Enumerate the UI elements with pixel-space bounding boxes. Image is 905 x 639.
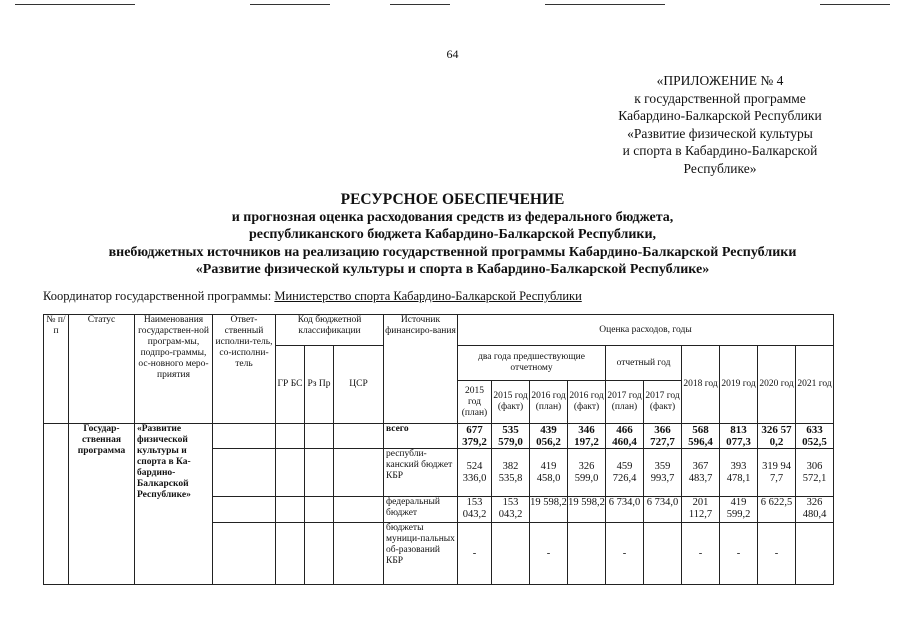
- federal-budget-value: 419 599,2: [720, 497, 758, 523]
- document-heading: [0, 191, 905, 279]
- municipal-budget-value: -: [458, 523, 492, 585]
- heading-line: и прогнозная оценка расходования средств из федерального бюджета,: [231, 209, 674, 225]
- total-value: 633 052,5: [796, 424, 834, 449]
- scan-artifact-line: [250, 4, 330, 5]
- header-year: 2015 год (факт): [492, 381, 530, 424]
- resource-table: [43, 314, 834, 585]
- municipal-budget-value: -: [606, 523, 644, 585]
- responsible-cell: [213, 523, 276, 585]
- federal-budget-value: 6 734,0: [606, 497, 644, 523]
- republic-budget-value: 319 94 7,7: [758, 449, 796, 497]
- federal-budget-value: 19 598,2: [530, 497, 568, 523]
- federal-budget-value: 6 622,5: [758, 497, 796, 523]
- header-year: 2021 год: [796, 346, 834, 424]
- municipal-budget-value: [492, 523, 530, 585]
- source-total: всего: [384, 424, 458, 449]
- grbs-cell: [276, 449, 305, 497]
- appendix-line: «ПРИЛОЖЕНИЕ № 4: [656, 73, 784, 88]
- csr-cell: [334, 497, 384, 523]
- appendix-line: Республике»: [683, 160, 757, 176]
- page-number: 64: [446, 47, 459, 61]
- header-status: Статус: [69, 315, 135, 424]
- header-year: 2015 год (план): [458, 381, 492, 424]
- csr-cell: [334, 424, 384, 449]
- header-responsible: Ответ-ственный исполни-тель, со-исполни-тель: [213, 315, 276, 424]
- responsible-cell: [213, 424, 276, 449]
- municipal-budget-value: -: [720, 523, 758, 585]
- municipal-budget-value: -: [682, 523, 720, 585]
- republic-budget-value: 306 572,1: [796, 449, 834, 497]
- header-grbs: ГР БС: [276, 346, 305, 424]
- header-reporting-year: отчетный год: [606, 346, 682, 381]
- header-year: 2020 год: [758, 346, 796, 424]
- total-value: 346 197,2: [568, 424, 606, 449]
- rzpr-cell: [305, 497, 334, 523]
- municipal-budget-value: [568, 523, 606, 585]
- federal-budget-value: 201 112,7: [682, 497, 720, 523]
- coordinator-value: Министерство спорта Кабардино-Балкарской Республики: [274, 289, 582, 303]
- rzpr-cell: [305, 523, 334, 585]
- total-value: 326 57 0,2: [758, 424, 796, 449]
- header-year: 2018 год: [682, 346, 720, 424]
- appendix-line: и спорта в Кабардино-Балкарской: [622, 143, 818, 158]
- republic-budget-value: 419 458,0: [530, 449, 568, 497]
- header-estimate: Оценка расходов, годы: [458, 315, 834, 346]
- heading-line: «Развитие физической культуры и спорта в Кабардино-Балкарской Республике»: [195, 262, 710, 277]
- program-name: «Развитие физической культуры и спорта в Ка-бардино-Балкарской Республике»: [135, 424, 213, 585]
- source-republic-budget: республи-канский бюджет КБР: [384, 449, 458, 497]
- coordinator-line: [43, 289, 582, 304]
- republic-budget-value: 524 336,0: [458, 449, 492, 497]
- municipal-budget-value: [796, 523, 834, 585]
- grbs-cell: [276, 497, 305, 523]
- header-year: 2016 год (факт): [568, 381, 606, 424]
- total-value: 813 077,3: [720, 424, 758, 449]
- header-year: 2017 год (план): [606, 381, 644, 424]
- responsible-cell: [213, 497, 276, 523]
- federal-budget-value: 6 734,0: [644, 497, 682, 523]
- program-status: Государ-ственная программа: [69, 424, 135, 585]
- federal-budget-value: 326 480,4: [796, 497, 834, 523]
- header-csr: ЦСР: [334, 346, 384, 424]
- scan-artifact-line: [390, 4, 450, 5]
- heading-line: республиканского бюджета Кабардино-Балкарской Республики,: [248, 227, 657, 242]
- republic-budget-value: 359 993,7: [644, 449, 682, 497]
- republic-budget-value: 382 535,8: [492, 449, 530, 497]
- appendix-line: Кабардино-Балкарской Республики: [618, 108, 822, 123]
- municipal-budget-value: -: [530, 523, 568, 585]
- document-title: РЕСУРСНОЕ ОБЕСПЕЧЕНИЕ: [340, 191, 565, 208]
- header-num: № п/ п: [44, 315, 69, 424]
- source-federal-budget: федеральный бюджет: [384, 497, 458, 523]
- rzpr-cell: [305, 449, 334, 497]
- header-two-years-prior: два года предшествующие отчетному: [458, 346, 606, 381]
- appendix-block: [560, 72, 880, 177]
- municipal-budget-value: -: [758, 523, 796, 585]
- total-value: 568 596,4: [682, 424, 720, 449]
- header-year: 2017 год (факт): [644, 381, 682, 424]
- coordinator-label: Координатор государственной программы:: [43, 289, 272, 303]
- header-budget-code: Код бюджетной классификации: [276, 315, 384, 346]
- header-year: 2016 год (план): [530, 381, 568, 424]
- republic-budget-value: 326 599,0: [568, 449, 606, 497]
- header-year: 2019 год: [720, 346, 758, 424]
- appendix-line: к государственной программе: [634, 90, 806, 106]
- appendix-line: «Развитие физической культуры: [627, 125, 813, 141]
- total-value: 535 579,0: [492, 424, 530, 449]
- responsible-cell: [213, 449, 276, 497]
- federal-budget-value: 153 043,2: [458, 497, 492, 523]
- scan-artifact-line: [15, 4, 135, 5]
- rzpr-cell: [305, 424, 334, 449]
- total-value: 677 379,2: [458, 424, 492, 449]
- csr-cell: [334, 523, 384, 585]
- scan-artifact-line: [545, 4, 665, 5]
- republic-budget-value: 393 478,1: [720, 449, 758, 497]
- source-municipal-budgets: бюджеты муници-пальных об-разований КБР: [384, 523, 458, 585]
- grbs-cell: [276, 424, 305, 449]
- federal-budget-value: 19 598,2: [568, 497, 606, 523]
- header-rzpr: Рз Пр: [305, 346, 334, 424]
- csr-cell: [334, 449, 384, 497]
- header-name: Наименования государствен-ной програм-мы, подпро-граммы, ос-новного меро-приятия: [135, 315, 213, 424]
- federal-budget-value: 153 043,2: [492, 497, 530, 523]
- row-num-cell: [44, 424, 69, 585]
- total-value: 366 727,7: [644, 424, 682, 449]
- scan-artifact-line: [820, 4, 890, 5]
- republic-budget-value: 367 483,7: [682, 449, 720, 497]
- grbs-cell: [276, 523, 305, 585]
- municipal-budget-value: [644, 523, 682, 585]
- header-source: Источник финансиро-вания: [384, 315, 458, 424]
- total-value: 439 056,2: [530, 424, 568, 449]
- total-value: 466 460,4: [606, 424, 644, 449]
- heading-line: внебюджетных источников на реализацию государственной программы Кабардино-Балкарской Республики: [108, 244, 797, 260]
- republic-budget-value: 459 726,4: [606, 449, 644, 497]
